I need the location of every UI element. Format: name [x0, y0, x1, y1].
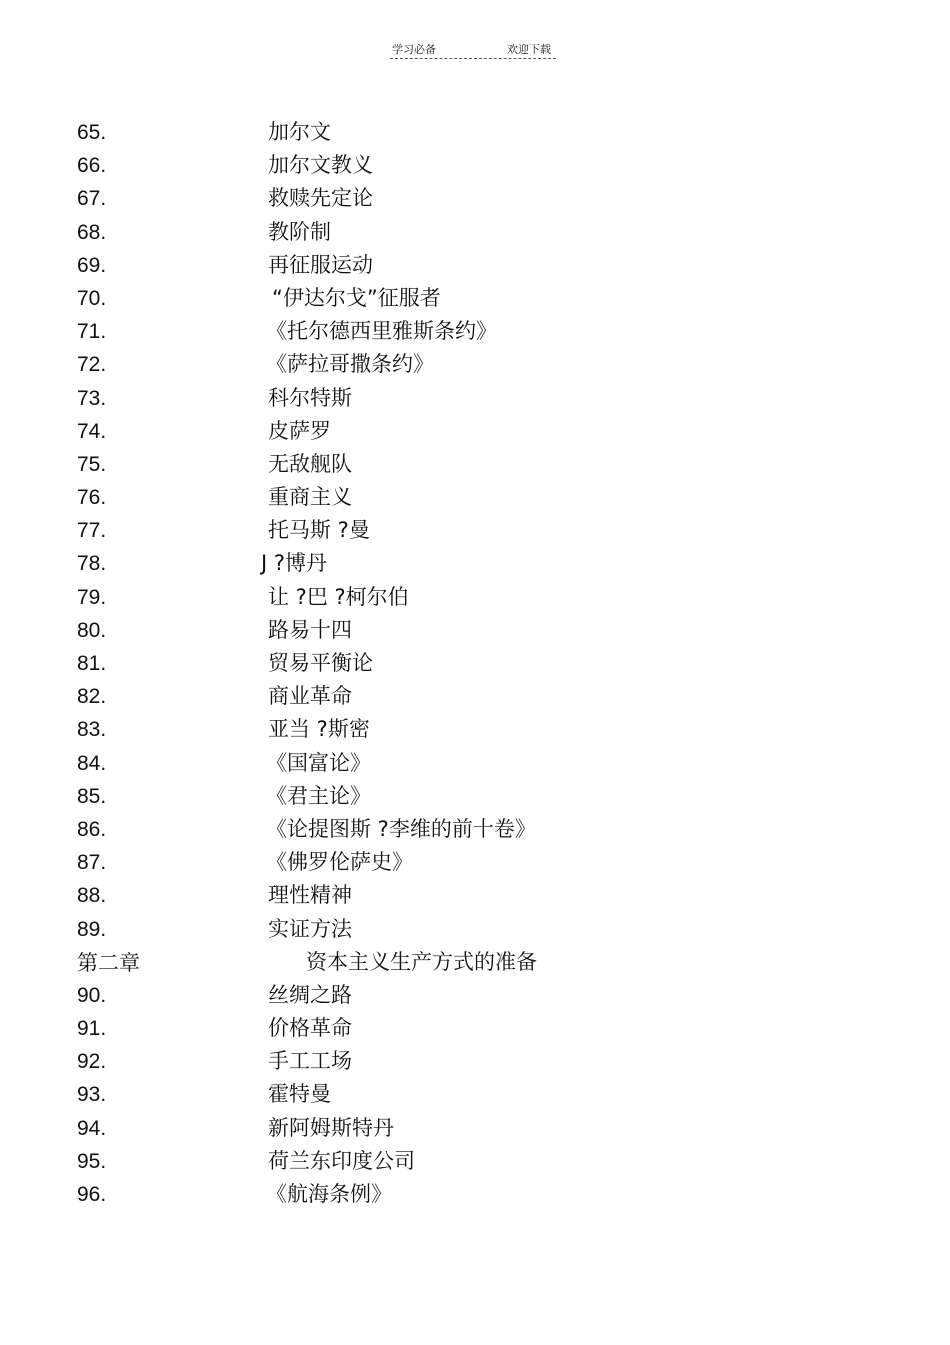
- item-number: 74.: [77, 419, 107, 443]
- item-term: 手工工场: [268, 1049, 352, 1074]
- page-header: [390, 40, 556, 59]
- chapter-heading: [0, 947, 950, 980]
- item-number: 78.: [77, 552, 107, 576]
- item-term: 丝绸之路: [268, 982, 352, 1007]
- list-item: [0, 1146, 950, 1179]
- header-left-text: 学习必备: [392, 43, 436, 56]
- list-item: [0, 847, 950, 880]
- item-term: 《航海条例》: [266, 1182, 392, 1206]
- item-term: 贸易平衡论: [268, 651, 373, 675]
- item-term: 皮萨罗: [268, 418, 331, 443]
- list-item: [0, 150, 950, 183]
- item-term: 《论提图斯 ?李维的前十卷》: [266, 816, 536, 841]
- item-number: 80.: [77, 618, 107, 642]
- item-term: 科尔特斯: [268, 385, 352, 410]
- item-number: 96.: [77, 1183, 107, 1206]
- item-term: 商业革命: [268, 684, 352, 709]
- item-number: 76.: [77, 486, 107, 510]
- list-item: [0, 316, 950, 349]
- item-number: 89.: [77, 917, 107, 941]
- list-item: [0, 217, 950, 250]
- list-item: [0, 183, 950, 216]
- item-number: 93.: [77, 1083, 107, 1107]
- item-number: 87.: [77, 851, 107, 875]
- item-number: 81.: [77, 652, 107, 675]
- chapter-title: 资本主义生产方式的准备: [306, 949, 537, 974]
- list-item: [0, 748, 950, 781]
- list-item: [0, 814, 950, 847]
- item-term: 让 ?巴 ?柯尔伯: [268, 584, 409, 609]
- list-item: [0, 449, 950, 482]
- item-number: 77.: [77, 519, 107, 543]
- list-item: [0, 781, 950, 814]
- list-item: [0, 349, 950, 382]
- item-number: 92.: [77, 1050, 107, 1074]
- item-term: 价格革命: [268, 1016, 352, 1041]
- list-item: [0, 980, 950, 1013]
- item-number: 72.: [77, 353, 107, 377]
- item-term: 《托尔德西里雅斯条约》: [266, 319, 497, 344]
- item-number: 79.: [77, 585, 107, 609]
- item-term: 理性精神: [268, 883, 352, 908]
- item-number: 70.: [77, 286, 107, 310]
- list-item: [0, 714, 950, 747]
- item-term: 路易十四: [268, 617, 352, 642]
- list-item: [0, 1113, 950, 1146]
- item-term: 新阿姆斯特丹: [268, 1115, 394, 1140]
- item-term: 《佛罗伦萨史》: [266, 850, 413, 875]
- item-term: 无敌舰队: [268, 451, 352, 476]
- list-item: [0, 1079, 950, 1112]
- list-item: [0, 117, 950, 150]
- term-list: [0, 117, 950, 1212]
- item-number: 65.: [77, 121, 107, 144]
- list-item: [0, 515, 950, 548]
- item-term: “伊达尔戈”征服者: [272, 285, 441, 310]
- list-item: [0, 681, 950, 714]
- list-item: [0, 283, 950, 316]
- item-term: 托马斯 ?曼: [268, 518, 370, 543]
- item-term: 荷兰东印度公司: [268, 1148, 415, 1173]
- list-item: [0, 615, 950, 648]
- item-number: 95.: [77, 1149, 107, 1173]
- item-number: 85.: [77, 784, 107, 808]
- item-number: 82.: [77, 685, 107, 709]
- item-number: 90.: [77, 983, 107, 1007]
- item-term: 《萨拉哥撒条约》: [266, 352, 434, 377]
- list-item: [0, 914, 950, 947]
- list-item: [0, 548, 950, 581]
- item-term: 加尔文: [268, 120, 331, 144]
- item-term: 救赎先定论: [268, 186, 373, 211]
- item-term: 亚当 ?斯密: [268, 717, 370, 742]
- list-item: [0, 880, 950, 913]
- item-number: 67.: [77, 187, 107, 211]
- list-item: [0, 416, 950, 449]
- item-number: 73.: [77, 386, 107, 410]
- item-number: 69.: [77, 253, 107, 277]
- item-number: 68.: [77, 220, 107, 244]
- item-number: 66.: [77, 154, 107, 178]
- item-term: 霍特曼: [268, 1082, 331, 1107]
- item-term: 加尔文教义: [268, 153, 373, 178]
- item-number: 84.: [77, 751, 107, 775]
- header-right-text: 欢迎下载: [507, 43, 551, 56]
- item-number: 94.: [77, 1116, 107, 1140]
- item-term: J ?博丹: [261, 551, 328, 576]
- item-number: 88.: [77, 884, 107, 908]
- chapter-number: 第二章: [77, 950, 140, 975]
- item-number: 83.: [77, 718, 107, 742]
- list-item: [0, 1013, 950, 1046]
- list-item: [0, 383, 950, 416]
- item-term: 《君主论》: [266, 783, 371, 808]
- list-item: [0, 482, 950, 515]
- item-number: 75.: [77, 452, 107, 476]
- item-number: 91.: [77, 1017, 107, 1041]
- list-item: [0, 582, 950, 615]
- item-term: 《国富论》: [266, 750, 371, 775]
- item-term: 重商主义: [268, 485, 352, 510]
- item-term: 教阶制: [268, 219, 331, 244]
- item-number: 71.: [77, 320, 107, 344]
- item-term: 再征服运动: [268, 252, 373, 277]
- list-item: [0, 1179, 950, 1212]
- list-item: [0, 250, 950, 283]
- list-item: [0, 1046, 950, 1079]
- list-item: [0, 648, 950, 681]
- item-term: 实证方法: [268, 916, 352, 941]
- item-number: 86.: [77, 817, 107, 841]
